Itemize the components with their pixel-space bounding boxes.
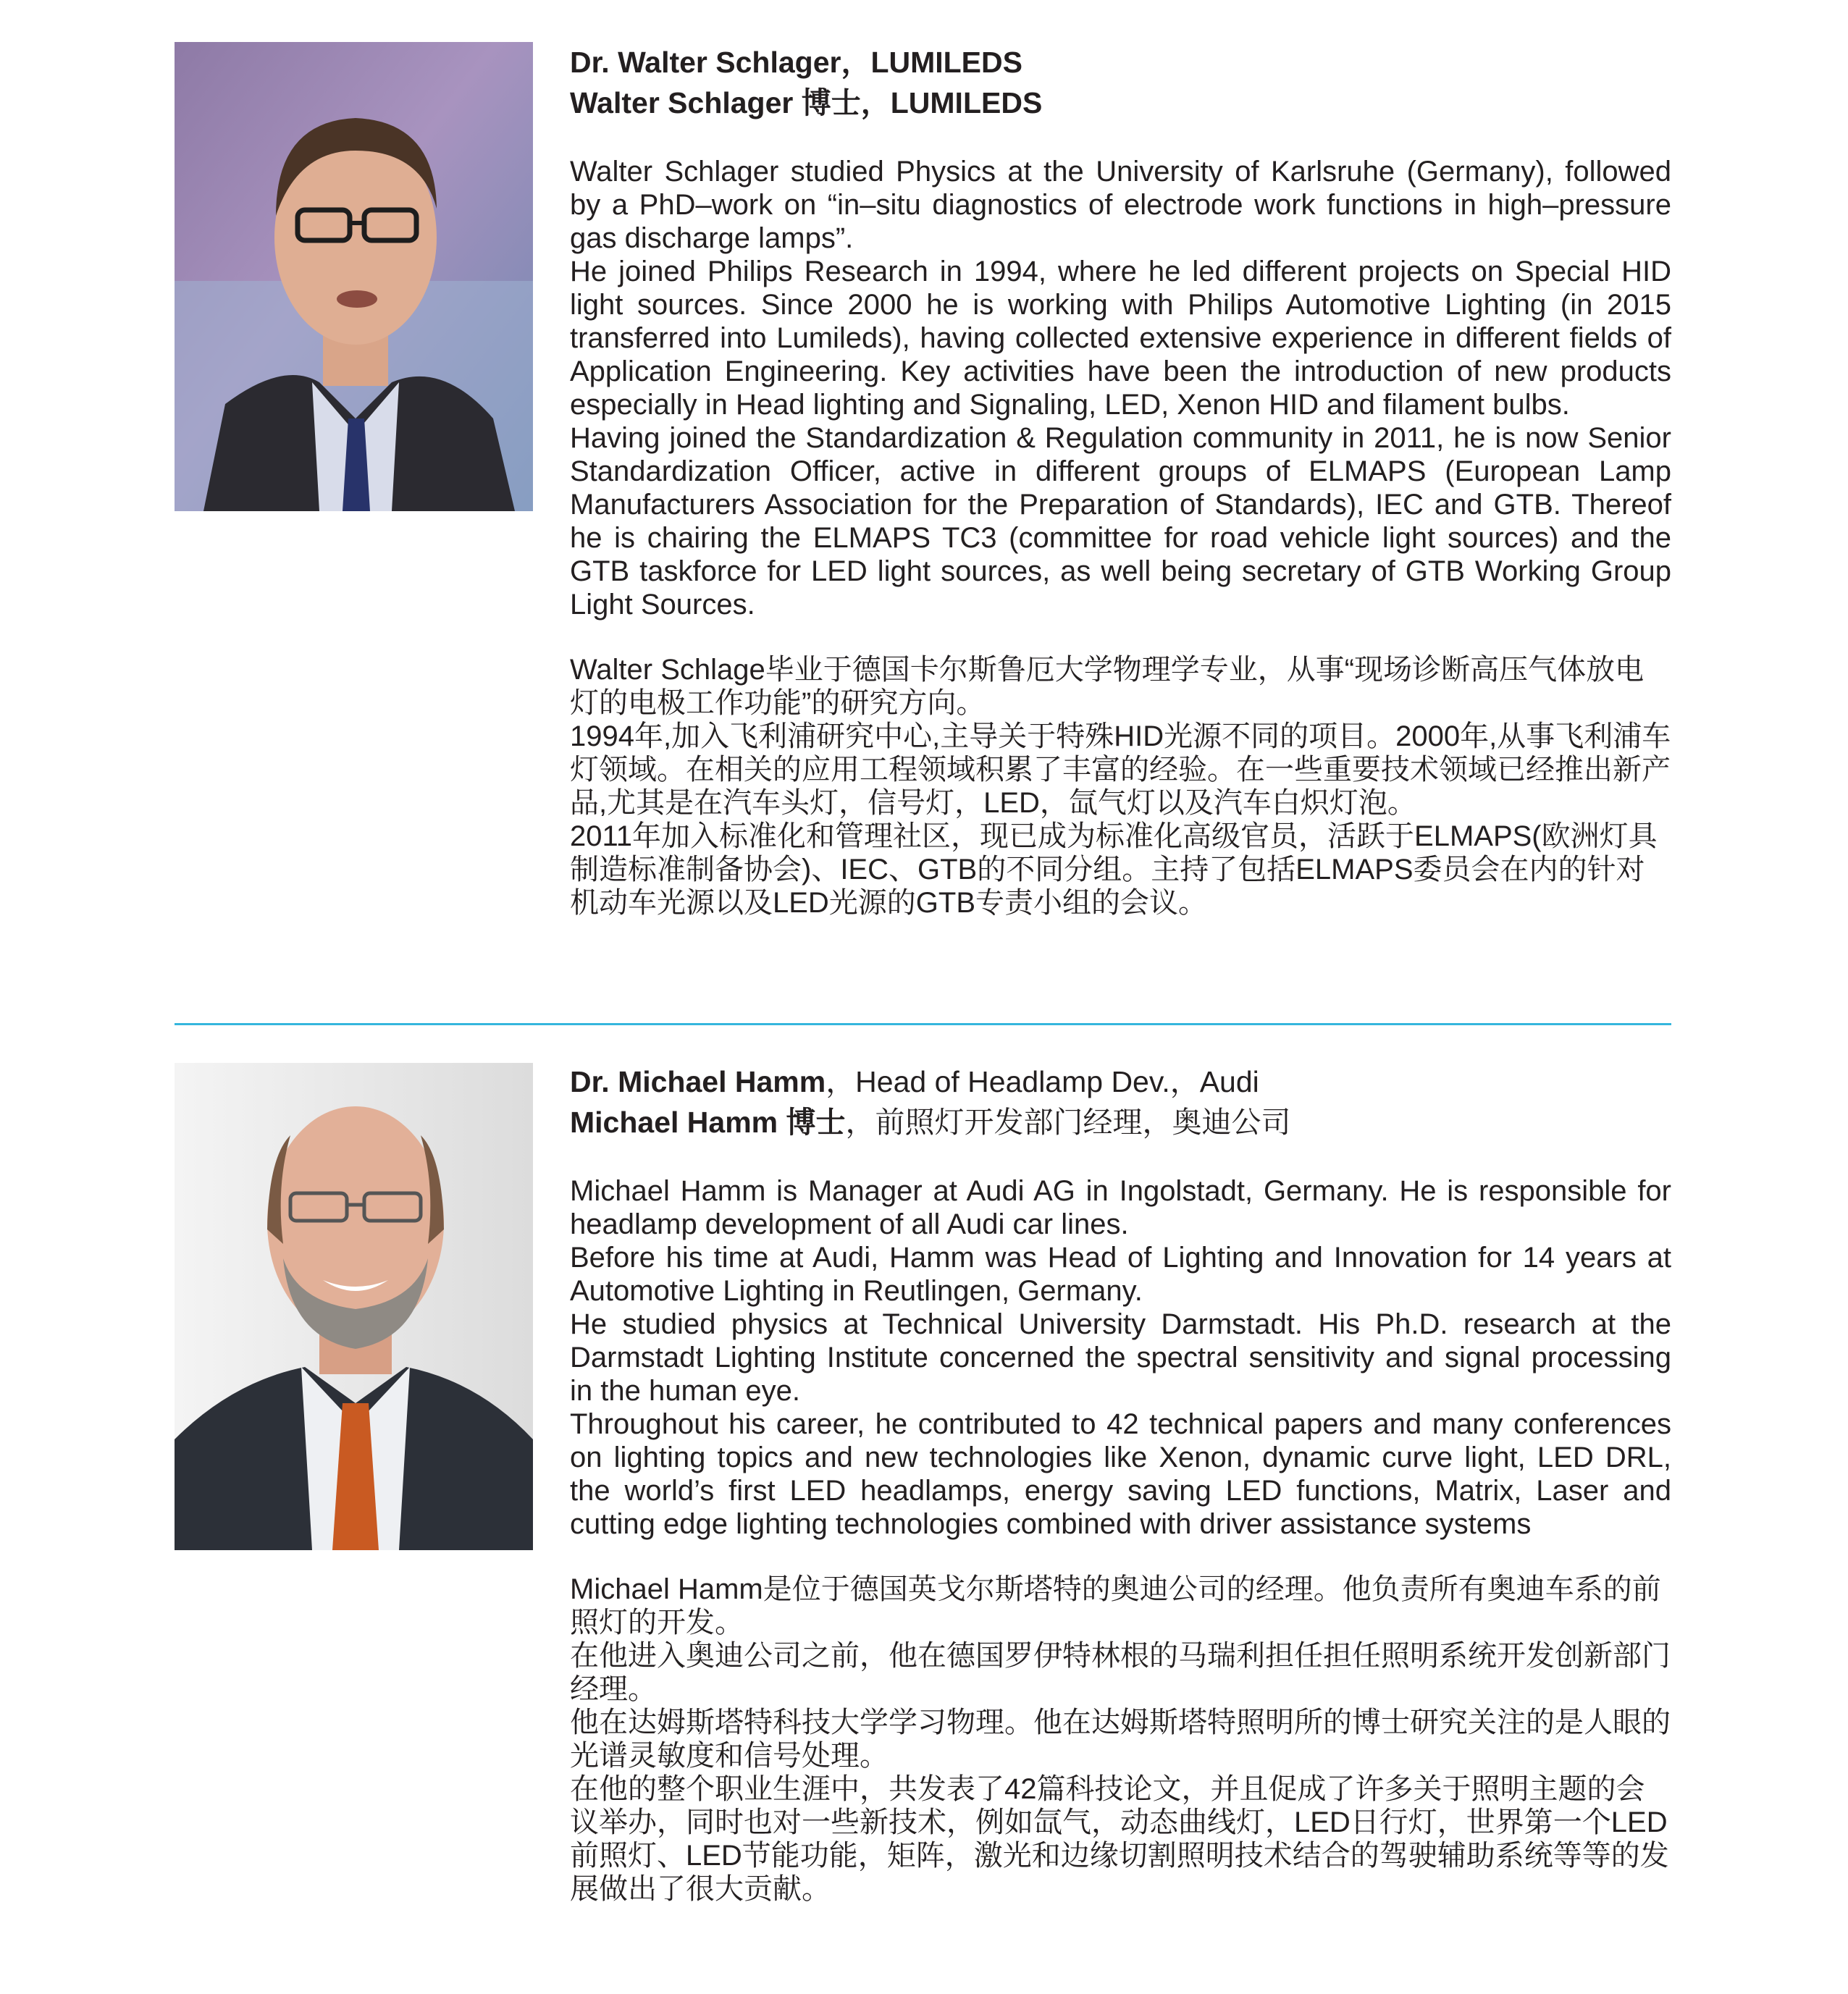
bio-paragraph-zh: 在他的整个职业生涯中，共发表了42篇科技论文，并且促成了许多关于照明主题的会议举办，同时也对一些新技术，例如氙气，动态曲线灯，LED日行灯，世界第一个LED前照灯、LED节能功能，矩阵，激光和边缘切割照明技术结合的驾驶辅助系统等等的发展做出了很大贡献。 (570, 1773, 1669, 1905)
bio-paragraph-zh: 在他进入奥迪公司之前，他在德国罗伊特林根的马瑞利担任担任照明系统开发创新部门经理。 (570, 1640, 1671, 1705)
bio-paragraph-zh: 他在达姆斯塔特科技大学学习物理。他在达姆斯塔特照明所的博士研究关注的是人眼的光谱灵敏度和信号处理。 (570, 1707, 1671, 1772)
role-en: ，Head of Headlamp Dev.，Audi (826, 1065, 1259, 1098)
bio-paragraph-en: He joined Philips Research in 1994, where he led different projects on Special HID light sources. Since 2000 he is working with Philips Automotive Lighting (in 2015 transferred into Lumileds), having collected extensive experience in different fields of Application Engineering. Key activities have been the introduction of new products especially in Head lighting and Signaling, LED, Xenon HID and filament bulbs. (570, 256, 1671, 421)
name-en: Dr. Michael Hamm (570, 1065, 826, 1098)
portrait-illustration (175, 42, 533, 511)
section-divider (175, 1023, 1671, 1025)
name-english (570, 1061, 1671, 1102)
profile-heading (570, 1061, 1671, 1143)
bio-paragraph-en: He studied physics at Technical University Darmstadt. His Ph.D. research at the Darmstadt Lighting Institute concerned the spectral sensitivity and signal processing in the human eye. (570, 1308, 1671, 1407)
bio-paragraph-zh: Walter Schlage毕业于德国卡尔斯鲁厄大学物理学专业，从事“现场诊断高压气体放电灯的电极工作功能”的研究方向。 (570, 654, 1645, 719)
bio-paragraph-en: Throughout his career, he contributed to 42 technical papers and many conferences on lighting topics and new technologies like Xenon, dynamic curve light, LED DRL, the world’s first LED headlamps, energy saving LED functions, Matrix, Laser and cutting edge lighting technologies combined with driver assistance systems (570, 1408, 1671, 1540)
name-chinese (570, 1102, 1671, 1143)
portrait-illustration (175, 1063, 533, 1550)
bio-paragraph-en: Michael Hamm is Manager at Audi AG in Ingolstadt, Germany. He is responsible for headlamp development of all Audi car lines. (570, 1175, 1671, 1240)
bio-paragraph-en: Walter Schlager studied Physics at the University of Karlsruhe (Germany), followed by a PhD–work on “in–situ diagnostics of electrode work functions in high–pressure gas discharge lamps”. (570, 156, 1671, 254)
bio-paragraph-en: Having joined the Standardization & Regulation community in 2011, he is now Senior Standardization Officer, active in different groups of ELMAPS (European Lamp Manufacturers Association for the Preparation of Standards), IEC and GTB. Thereof he is chairing the ELMAPS TC3 (committee for road vehicle light sources) and the GTB taskforce for LED light sources, as well being secretary of GTB Working Group Light Sources. (570, 422, 1671, 621)
portrait-walter-schlager (175, 42, 533, 511)
bio-paragraph-zh: 2011年加入标准化和管理社区，现已成为标准化高级官员，活跃于ELMAPS(欧洲灯具制造标准制备协会)、IEC、GTB的不同分组。主持了包括ELMAPS委员会在内的针对机动车光源以及LED光源的GTB专责小组的会议。 (570, 820, 1658, 919)
name-english: Dr. Walter Schlager，LUMILEDS (570, 46, 1022, 79)
profile-walter-schlager (570, 42, 1671, 920)
profile-heading (570, 42, 1671, 123)
name-zh: Michael Hamm 博士 (570, 1106, 846, 1139)
bio-paragraph-zh: Michael Hamm是位于德国英戈尔斯塔特的奥迪公司的经理。他负责所有奥迪车系的前照灯的开发。 (570, 1573, 1661, 1638)
role-zh: ，前照灯开发部门经理，奥迪公司 (845, 1106, 1291, 1139)
portrait-michael-hamm (175, 1063, 533, 1550)
profile-michael-hamm (570, 1061, 1671, 1906)
name-chinese: Walter Schlager 博士，LUMILEDS (570, 86, 1043, 119)
bio-paragraph-zh: 1994年,加入飞利浦研究中心,主导关于特殊HID光源不同的项目。2000年,从事飞利浦车灯领域。在相关的应用工程领域积累了丰富的经验。在一些重要技术领域已经推出新产品,尤其是在汽车头灯，信号灯，LED，氙气灯以及汽车白炽灯泡。 (570, 720, 1671, 819)
bio-paragraph-en: Before his time at Audi, Hamm was Head of Lighting and Innovation for 14 years at Automotive Lighting in Reutlingen, Germany. (570, 1242, 1671, 1307)
